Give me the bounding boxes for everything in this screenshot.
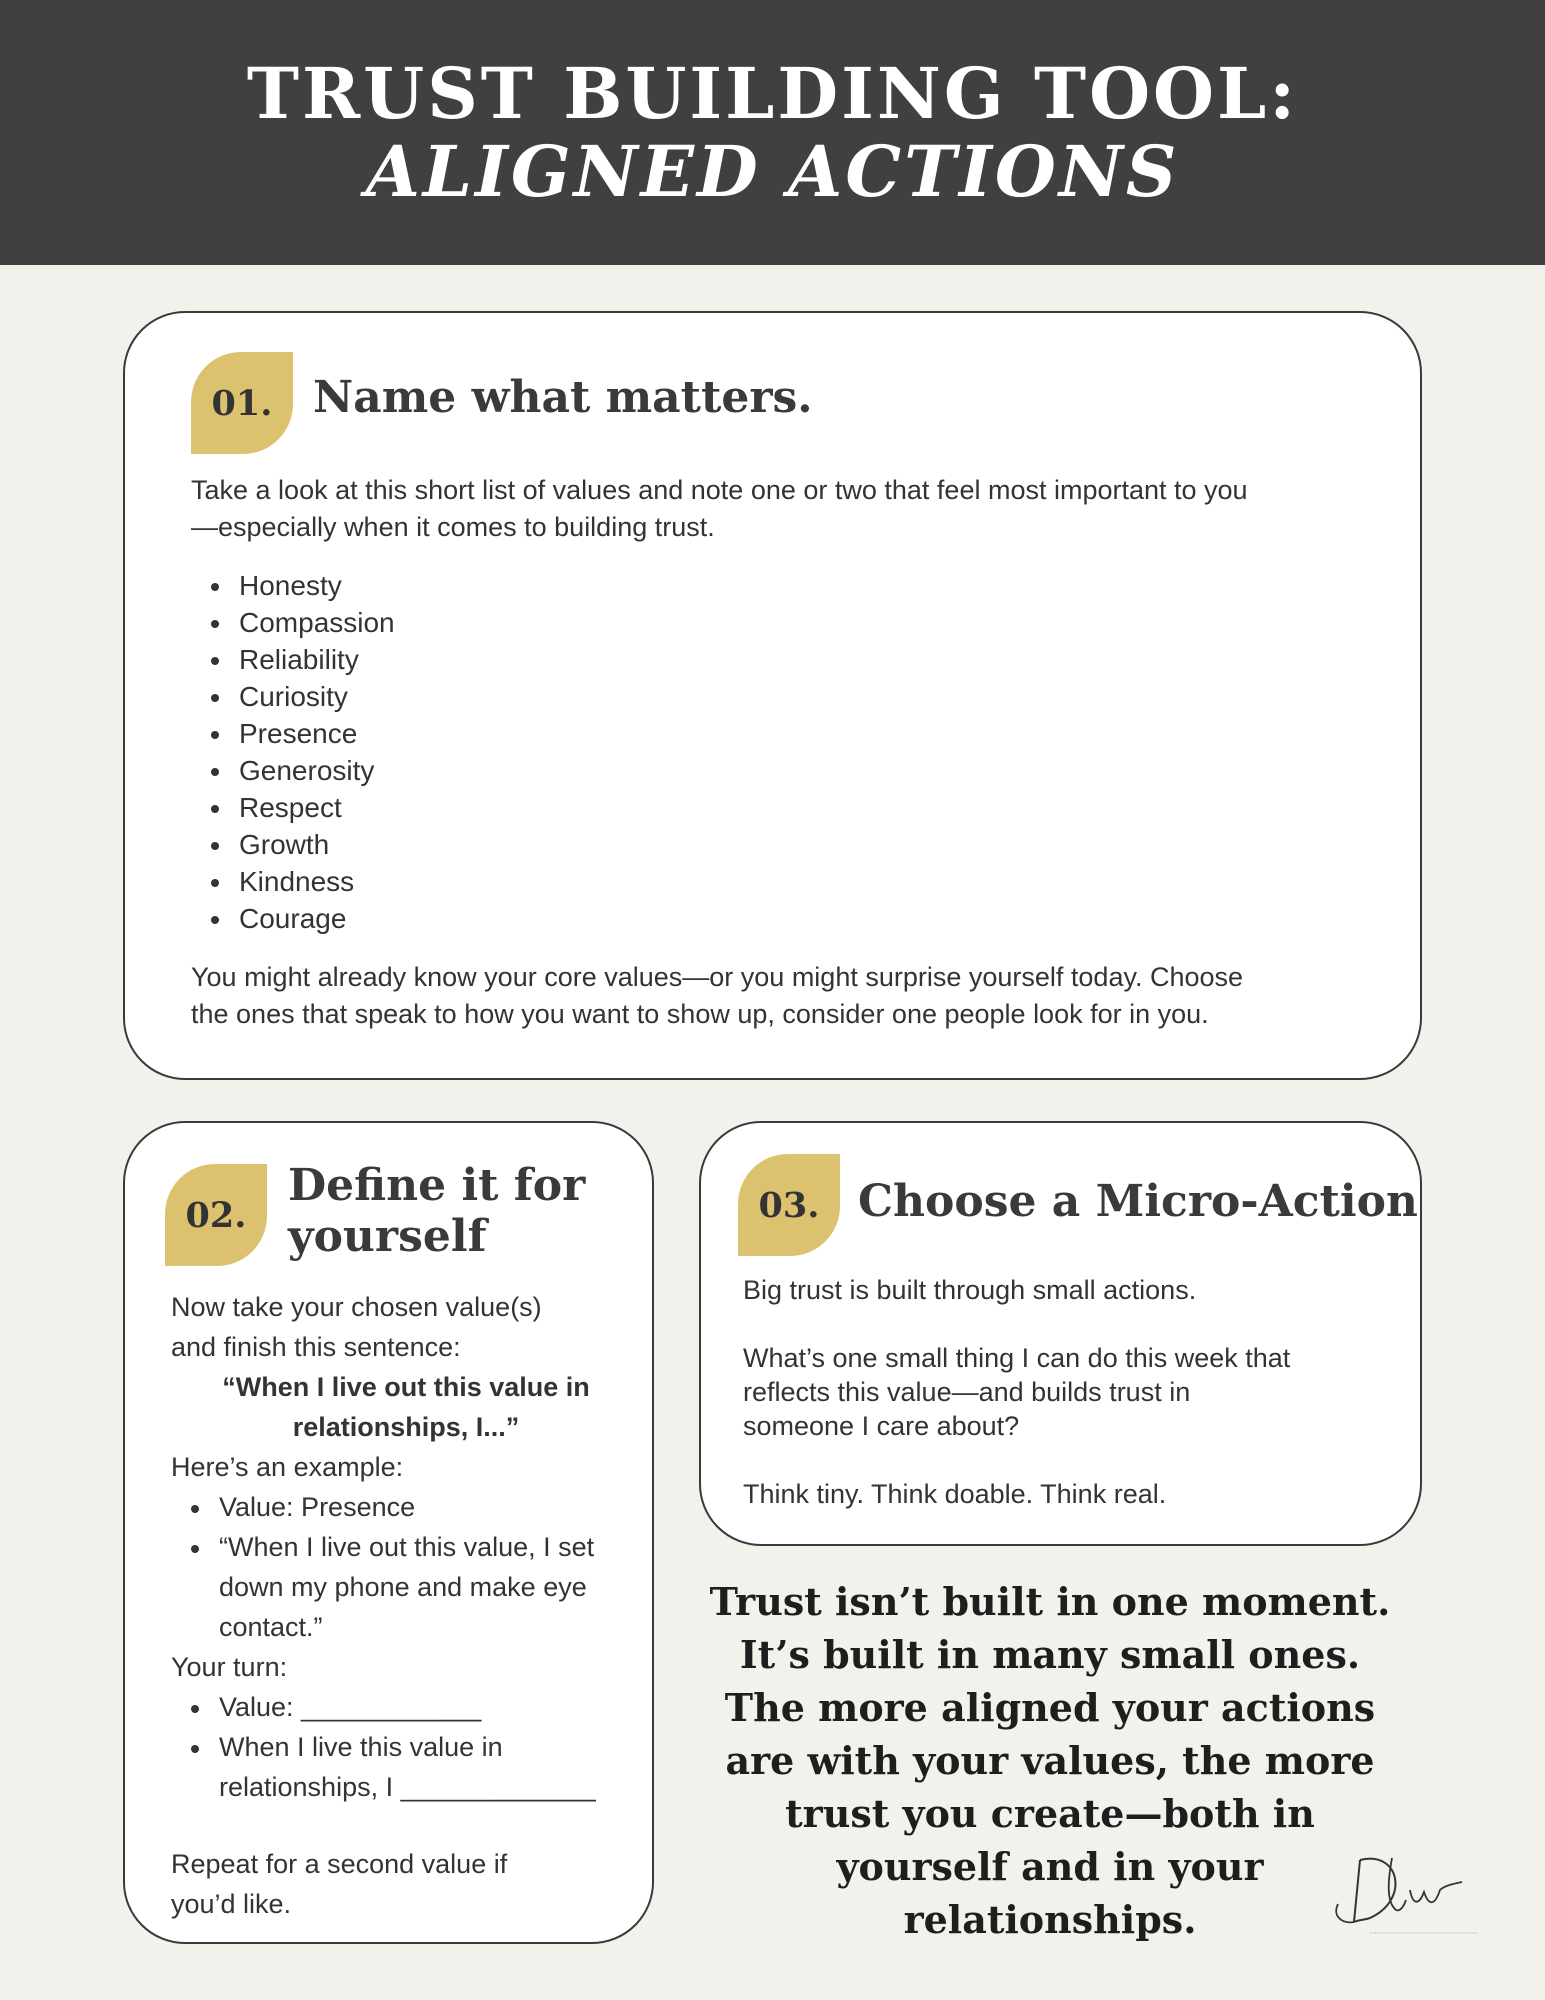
- your-turn-label: Your turn:: [171, 1652, 288, 1682]
- step3-question-line2: reflects this value—and builds trust in: [743, 1377, 1191, 1407]
- step3-question: [743, 1341, 1383, 1443]
- step2-heading-line1: Define it for: [288, 1160, 586, 1211]
- closing-quote-line4: are with your values, the more: [725, 1738, 1375, 1783]
- step1-heading: Name what matters.: [313, 372, 813, 423]
- list-item: Value: Presence: [171, 1487, 641, 1527]
- step1-outro-line1: You might already know your core values—or you might surprise yourself today. Choose: [191, 962, 1244, 992]
- list-item: Respect: [191, 789, 395, 826]
- your-turn-list: [171, 1687, 641, 1807]
- list-item: Curiosity: [191, 678, 395, 715]
- step2-intro: [171, 1287, 641, 1367]
- step1-outro: [191, 959, 1391, 1033]
- page-title-line1: TRUST BUILDING TOOL:: [246, 51, 1299, 135]
- step2-intro-line1: Now take your chosen value(s): [171, 1292, 542, 1322]
- step3-line1: Big trust is built through small actions.: [743, 1275, 1197, 1305]
- signature-logo-icon: [1330, 1840, 1490, 1940]
- list-item: Reliability: [191, 641, 395, 678]
- list-item: Honesty: [191, 567, 395, 604]
- page-header: [0, 0, 1545, 265]
- step2-outro-line2: you’d like.: [171, 1889, 292, 1919]
- step3-number-badge: 03.: [738, 1154, 840, 1256]
- closing-quote-line7: relationships.: [903, 1897, 1197, 1942]
- step2-number-badge: 02.: [165, 1164, 267, 1266]
- list-item: Presence: [191, 715, 395, 752]
- list-item: “When I live out this value, I set down my phone and make eye contact.”: [171, 1527, 641, 1647]
- step3-closing: Think tiny. Think doable. Think real.: [743, 1479, 1167, 1509]
- example-list: [171, 1487, 641, 1647]
- list-item: Growth: [191, 826, 395, 863]
- closing-quote-line6: yourself and in your: [836, 1844, 1264, 1889]
- step1-outro-line2: the ones that speak to how you want to show up, consider one people look for in you.: [191, 999, 1209, 1029]
- step2-prompt-line1: “When I live out this value in: [222, 1372, 590, 1402]
- step1-intro-line2: —especially when it comes to building trust.: [191, 512, 715, 542]
- closing-quote-line2: It’s built in many small ones.: [739, 1632, 1361, 1677]
- values-list: [191, 567, 395, 937]
- step2-heading-line2: yourself: [288, 1211, 487, 1262]
- step2-prompt: [171, 1367, 641, 1447]
- step3-heading: Choose a Micro-Action: [858, 1176, 1418, 1227]
- list-item: Kindness: [191, 863, 395, 900]
- step2-intro-line2: and finish this sentence:: [171, 1332, 461, 1362]
- step2-outro-line1: Repeat for a second value if: [171, 1849, 508, 1879]
- step1-intro: [191, 472, 1391, 546]
- page-title-line2: ALIGNED ACTIONS: [365, 129, 1180, 213]
- step1-number-badge: 01.: [191, 352, 293, 454]
- list-item: Value: ____________: [171, 1687, 641, 1727]
- closing-quote: [700, 1575, 1400, 1946]
- step2-prompt-line2: relationships, I...”: [292, 1412, 520, 1442]
- list-item: Generosity: [191, 752, 395, 789]
- step1-intro-line1: Take a look at this short list of values and note one or two that feel most important to you: [191, 475, 1248, 505]
- example-label: Here’s an example:: [171, 1452, 404, 1482]
- closing-quote-line5: trust you create—both in: [785, 1791, 1315, 1836]
- step3-question-line1: What’s one small thing I can do this week that: [743, 1343, 1291, 1373]
- list-item: Compassion: [191, 604, 395, 641]
- list-item: When I live this value in relationships, I _____________: [171, 1727, 641, 1807]
- list-item: Courage: [191, 900, 395, 937]
- closing-quote-line1: Trust isn’t built in one moment.: [709, 1579, 1391, 1624]
- step3-question-line3: someone I care about?: [743, 1411, 1020, 1441]
- closing-quote-line3: The more aligned your actions: [724, 1685, 1376, 1730]
- step2-outro: [171, 1844, 641, 1924]
- step2-heading: [288, 1160, 628, 1262]
